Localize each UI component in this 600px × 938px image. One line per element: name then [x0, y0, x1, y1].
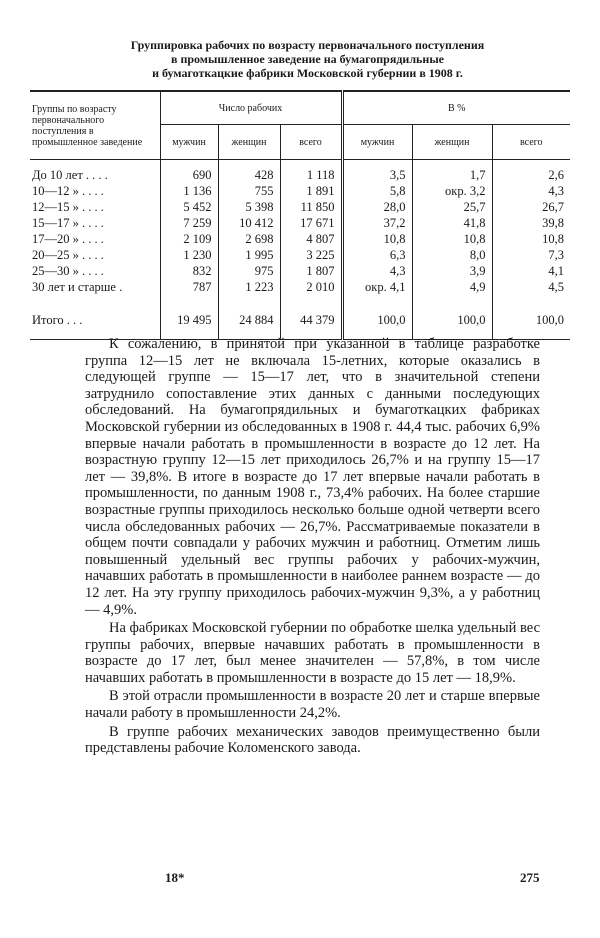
caption-line: Группировка рабочих по возрасту первоначального поступления: [130, 38, 485, 52]
total-women-pct: 100,0: [412, 295, 492, 340]
statistics-table: [30, 90, 570, 340]
total-label: Итого . . .: [32, 313, 83, 327]
cell-men-pct: 4,3: [342, 263, 412, 279]
cell-women: 428: [218, 160, 280, 184]
cell-total-pct: 39,8: [492, 215, 570, 231]
table-row: [30, 263, 570, 279]
cell-total: 3 225: [280, 247, 342, 263]
total-all: 44 379: [280, 295, 342, 340]
table-row: [30, 279, 570, 295]
cell-men-pct: 5,8: [342, 183, 412, 199]
row-label: 20—25 » . . . .: [32, 248, 104, 262]
row-label: 10—12 » . . . .: [32, 184, 104, 198]
row-label: 30 лет и старше .: [32, 280, 123, 294]
cell-men-pct: окр. 4,1: [342, 279, 412, 295]
count-header: Число рабочих: [160, 91, 342, 125]
group-column-header: Группы по возрасту первоначального поступления в промышленное заведение: [30, 91, 160, 160]
cell-women: 1 995: [218, 247, 280, 263]
col-header-men-pct: мужчин: [342, 125, 412, 160]
percent-header: В %: [342, 91, 570, 125]
cell-total: 2 010: [280, 279, 342, 295]
row-label: До 10 лет . . . .: [32, 168, 108, 182]
cell-total: 17 671: [280, 215, 342, 231]
cell-total: 1 891: [280, 183, 342, 199]
page-number: 275: [520, 870, 540, 885]
cell-men: 787: [160, 279, 218, 295]
cell-total-pct: 4,5: [492, 279, 570, 295]
cell-women-pct: 8,0: [412, 247, 492, 263]
caption-line: в промышленное заведение на бумагопрядильные: [170, 52, 445, 66]
table-row: [30, 231, 570, 247]
caption-line: и бумаготкацкие фабрики Московской губернии в 1908 г.: [152, 66, 463, 80]
row-label: 15—17 » . . . .: [32, 216, 104, 230]
cell-men: 690: [160, 160, 218, 184]
table-caption: [70, 38, 545, 80]
cell-women: 10 412: [218, 215, 280, 231]
table-row: [30, 183, 570, 199]
table-row: [30, 160, 570, 184]
table-row: [30, 215, 570, 231]
cell-men: 2 109: [160, 231, 218, 247]
row-label: 12—15 » . . . .: [32, 200, 104, 214]
col-header-women: женщин: [218, 125, 280, 160]
cell-men: 7 259: [160, 215, 218, 231]
total-women: 24 884: [218, 295, 280, 340]
total-all-pct: 100,0: [492, 295, 570, 340]
cell-total: 11 850: [280, 199, 342, 215]
statistics-table-wrapper: [30, 90, 570, 340]
cell-men: 1 230: [160, 247, 218, 263]
cell-total-pct: 26,7: [492, 199, 570, 215]
cell-total: 1 807: [280, 263, 342, 279]
cell-men-pct: 6,3: [342, 247, 412, 263]
cell-total-pct: 2,6: [492, 160, 570, 184]
cell-women-pct: 10,8: [412, 231, 492, 247]
total-men: 19 495: [160, 295, 218, 340]
row-label: 25—30 » . . . .: [32, 264, 104, 278]
cell-women-pct: 1,7: [412, 160, 492, 184]
signature-mark: 18*: [165, 870, 185, 885]
cell-men: 832: [160, 263, 218, 279]
cell-total-pct: 4,1: [492, 263, 570, 279]
row-label: 17—20 » . . . .: [32, 232, 104, 246]
cell-women-pct: 3,9: [412, 263, 492, 279]
paragraph: В этой отрасли промышленности в возрасте 20 лет и старше впервые начали работу в промышленности 24,2%.: [85, 688, 540, 722]
table-row: [30, 199, 570, 215]
cell-women: 975: [218, 263, 280, 279]
paragraph: В группе рабочих механических заводов преимущественно были представлены рабочие Коломенского завода.: [85, 723, 540, 757]
cell-total-pct: 4,3: [492, 183, 570, 199]
cell-men: 5 452: [160, 199, 218, 215]
cell-men-pct: 3,5: [342, 160, 412, 184]
body-text: [85, 336, 540, 759]
col-header-total: всего: [280, 125, 342, 160]
cell-women: 1 223: [218, 279, 280, 295]
table-row: [30, 247, 570, 263]
total-men-pct: 100,0: [342, 295, 412, 340]
cell-women-pct: 4,9: [412, 279, 492, 295]
cell-total-pct: 10,8: [492, 231, 570, 247]
col-header-women-pct: женщин: [412, 125, 492, 160]
paragraph: На фабриках Московской губернии по обработке шелка удельный вес группы рабочих, впервые начавших работать в промышленности в возрасте до 17 лет, был менее значителен — 57,8%, в том числе начавших работать в промышленности в возрасте до 15 лет — 18,9%.: [85, 620, 541, 686]
cell-total: 1 118: [280, 160, 342, 184]
cell-total: 4 807: [280, 231, 342, 247]
cell-men: 1 136: [160, 183, 218, 199]
cell-men-pct: 28,0: [342, 199, 412, 215]
cell-men-pct: 10,8: [342, 231, 412, 247]
cell-women-pct: 41,8: [412, 215, 492, 231]
cell-men-pct: 37,2: [342, 215, 412, 231]
col-header-men: мужчин: [160, 125, 218, 160]
cell-women: 5 398: [218, 199, 280, 215]
cell-women: 2 698: [218, 231, 280, 247]
table-total-row: [30, 295, 570, 340]
paragraph: К сожалению, в принятой при указанной в таблице разработке группа 12—15 лет не включала 15-летних, которые оказались в следующей группе — 15—17 лет, что в значительной степени затруднило сопоставление этих данных с данными последующих обследований. На бумагопрядильных и бумаготкацких фабриках Московской губернии из обследованных в 1908 г. 44,4 тыс. рабочих 6,9% впервые начали работать в промышленности в возрасте до 12 лет. На возрастную группу 12—15 лет приходилось 26,7% и на группу 15—17 лет — 39,8%. В итоге в возрасте до 17 лет впервые начали работать в промышленности, по данным 1908 г., 73,4% рабочих. На более старшие возрастные группы приходилось несколько больше одной четверти всего числа обследованных рабочих — 26,7%. Рассматриваемые показатели в общем почти совпадали у рабочих мужчин и работниц. Отметим лишь повышенный удельный вес группы рабочих у рабочих-мужчин, начавших работать в промышленности в наиболее раннем возрасте — до 12 лет. На эту группу приходилось рабочих-мужчин 9,3%, а у работниц — 4,9%.: [85, 336, 540, 618]
cell-women-pct: окр. 3,2: [412, 183, 492, 199]
cell-total-pct: 7,3: [492, 247, 570, 263]
col-header-total-pct: всего: [492, 125, 570, 160]
cell-women: 755: [218, 183, 280, 199]
cell-women-pct: 25,7: [412, 199, 492, 215]
